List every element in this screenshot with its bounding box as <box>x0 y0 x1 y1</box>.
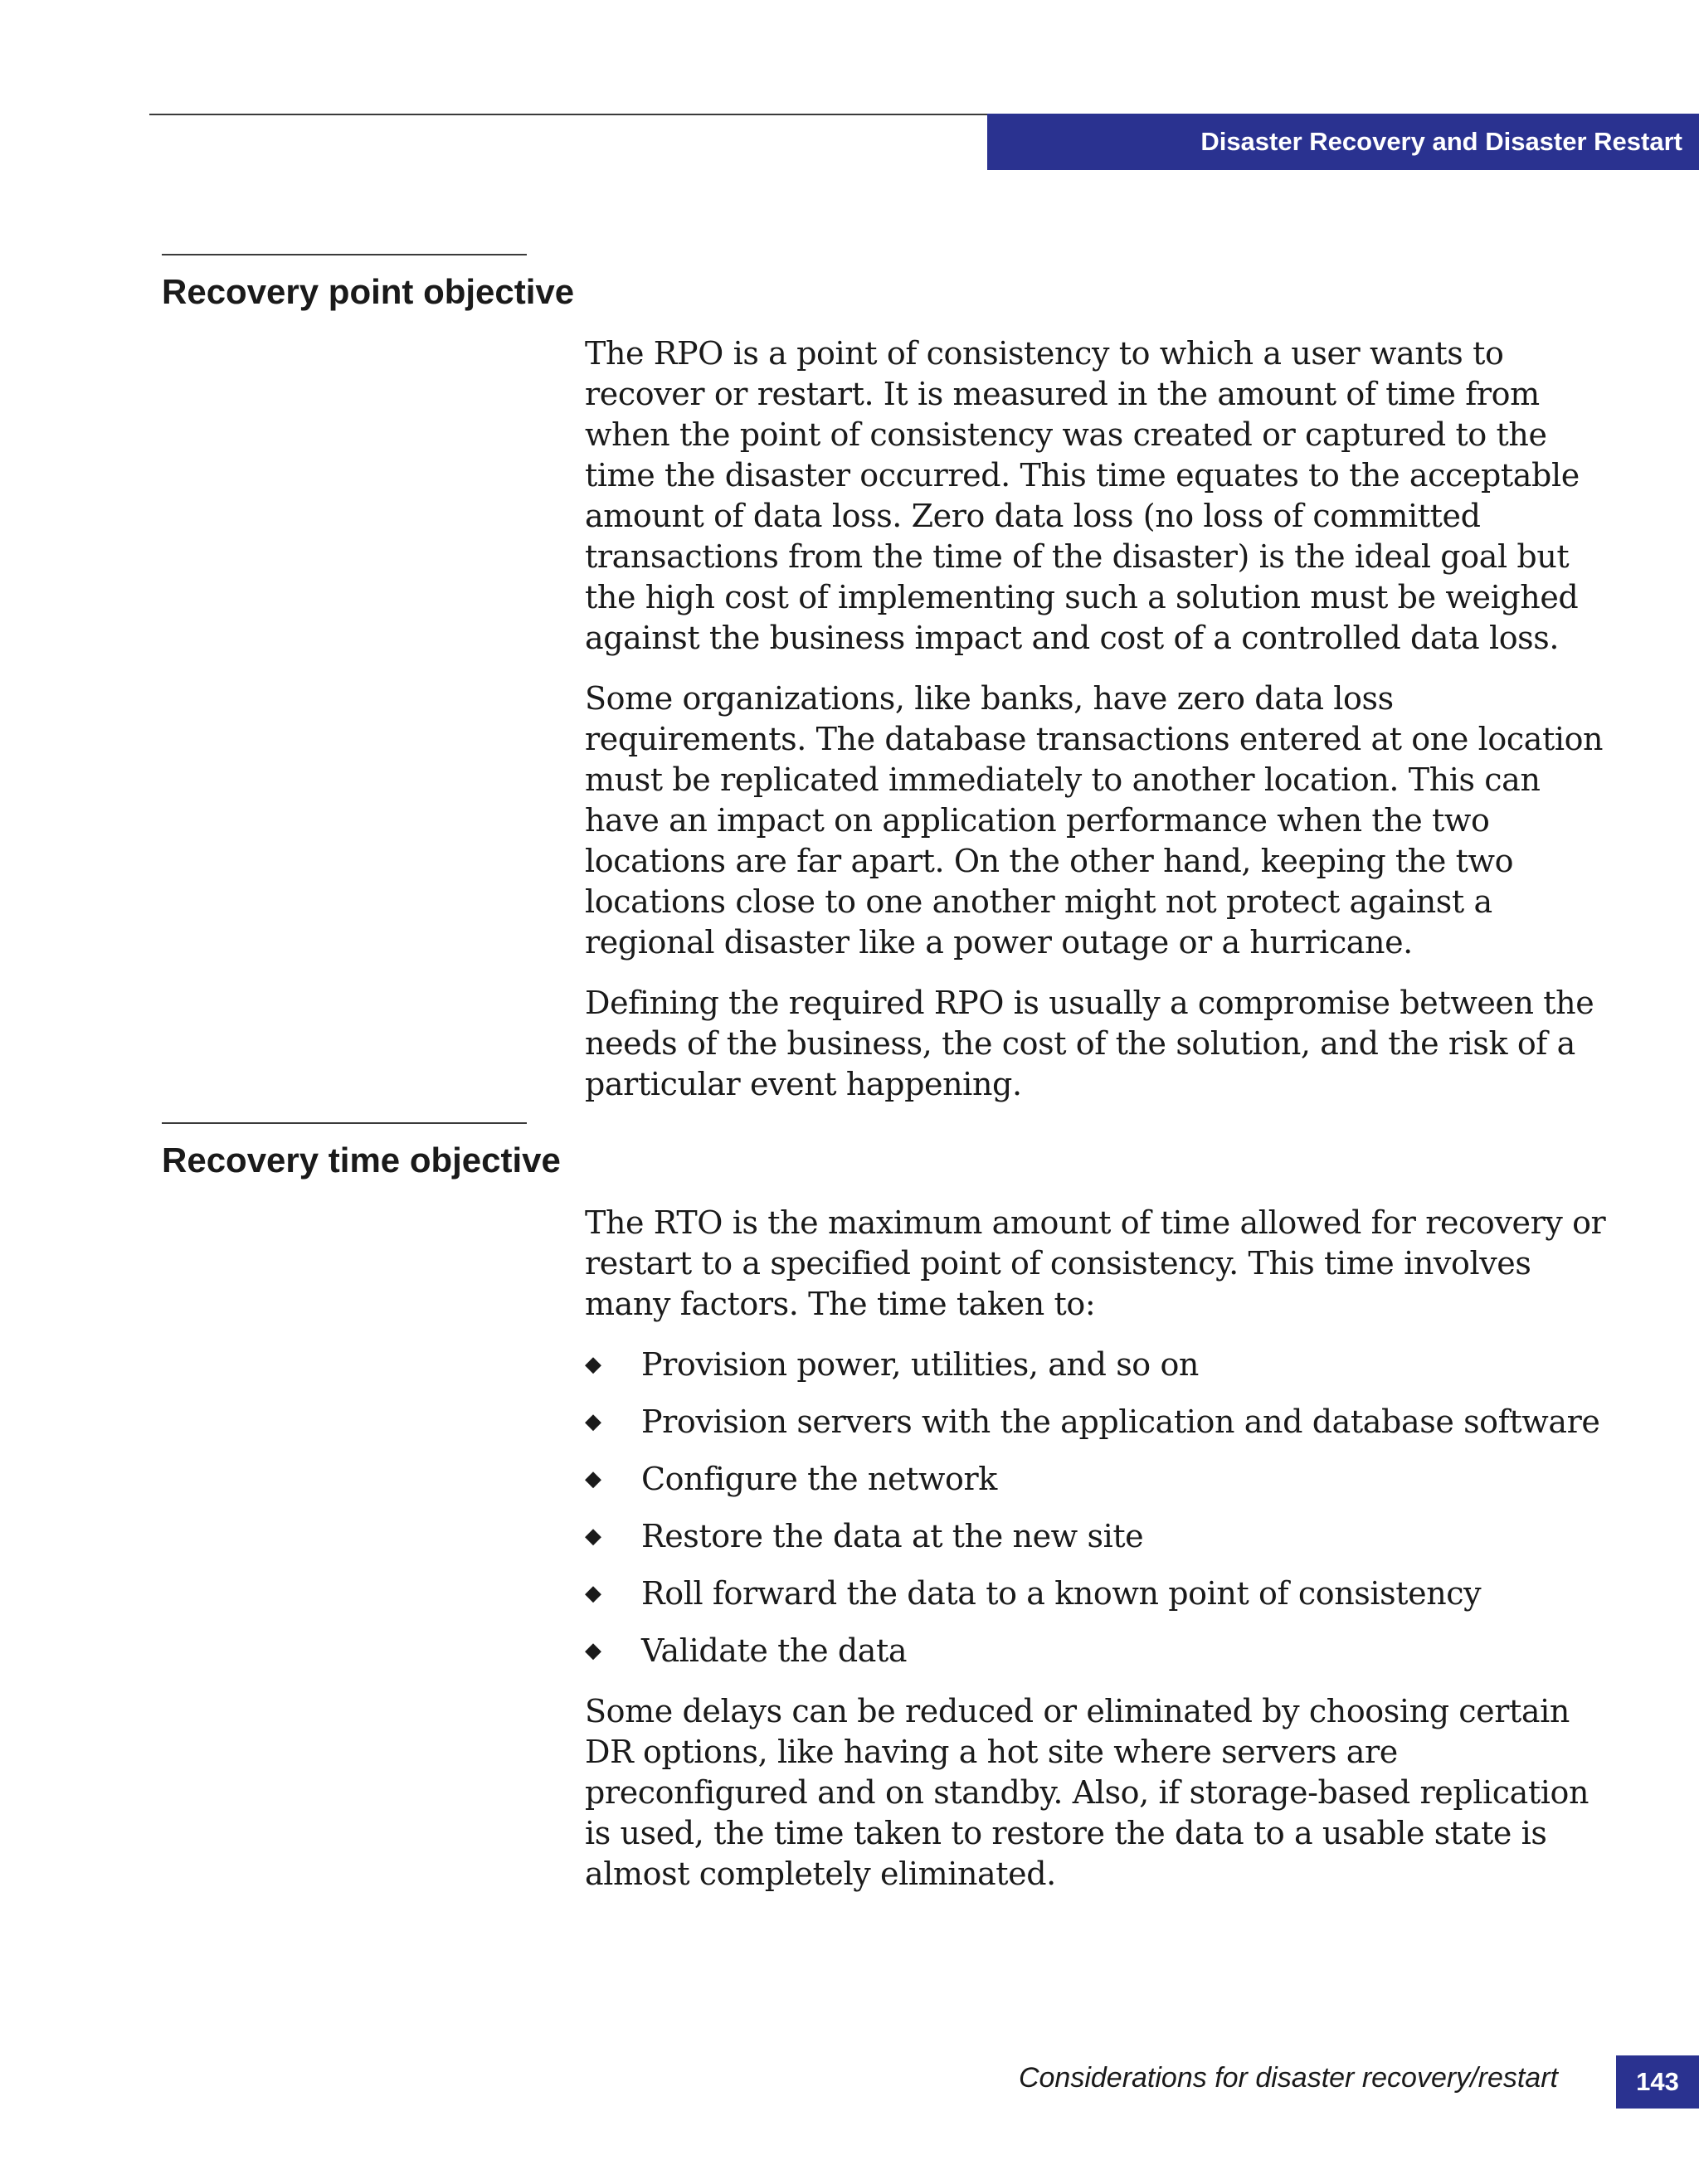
diamond-bullet-icon: ◆ <box>585 1409 601 1434</box>
paragraph: The RPO is a point of consistency to which a user wants to recover or restart. It is measured in the amount of time from when the point of consistency was created or captured to the time the disaster occurred. This time equates to the acceptable amount of data loss. Zero data loss (no loss of committed transactions from the time of the disaster) is the ideal goal but the high cost of implementing such a solution must be weighed against the business impact and cost of a controlled data loss. <box>585 335 1580 656</box>
diamond-bullet-icon: ◆ <box>585 1638 601 1663</box>
section-body-rpo <box>585 333 1622 1125</box>
section-rule-rto <box>162 1122 527 1124</box>
list-item: ◆ Validate the data <box>585 1631 1622 1671</box>
list-item: ◆ Restore the data at the new site <box>585 1516 1622 1557</box>
diamond-bullet-icon: ◆ <box>585 1581 601 1606</box>
section-title-rpo: Recovery point objective <box>162 272 575 311</box>
section-title-rto: Recovery time objective <box>162 1141 561 1180</box>
bullet-list <box>585 1345 1622 1671</box>
paragraph: Defining the required RPO is usually a compromise between the needs of the business, the cost of the solution, and the risk of a particular event happening. <box>585 985 1594 1102</box>
section-rule-rpo <box>162 254 527 255</box>
list-item: ◆ Roll forward the data to a known point of consistency <box>585 1574 1622 1614</box>
header-rule <box>149 114 987 115</box>
paragraph: The RTO is the maximum amount of time allowed for recovery or restart to a specified point of consistency. This time involves many factors. The time taken to: <box>585 1204 1606 1322</box>
list-item: ◆ Provision servers with the application and database software <box>585 1402 1622 1442</box>
chapter-title: Disaster Recovery and Disaster Restart <box>1200 127 1682 156</box>
chapter-header <box>987 114 1699 170</box>
paragraph: Some organizations, like banks, have zero data loss requirements. The database transactions entered at one location must be replicated immediately to another location. This can have an impact on application performance when the two locations are far apart. On the other hand, keeping the two locations close to one another might not protect against a regional disaster like a power outage or a hurricane. <box>585 680 1604 961</box>
paragraph: Some delays can be reduced or eliminated by choosing certain DR options, like having a hot site where servers are preconfigured and on standby. Also, if storage-based replication is used, the time taken to restore the data to a usable state is almost completely eliminated. <box>585 1693 1589 1892</box>
diamond-bullet-icon: ◆ <box>585 1467 601 1491</box>
diamond-bullet-icon: ◆ <box>585 1524 601 1549</box>
list-item: ◆ Configure the network <box>585 1459 1622 1500</box>
page-number: 143 <box>1616 2055 1699 2109</box>
section-body-rto <box>585 1203 1622 1914</box>
footer-book-title: Considerations for disaster recovery/restart <box>1018 2062 1558 2094</box>
list-item: ◆ Provision power, utilities, and so on <box>585 1345 1622 1385</box>
diamond-bullet-icon: ◆ <box>585 1352 601 1377</box>
